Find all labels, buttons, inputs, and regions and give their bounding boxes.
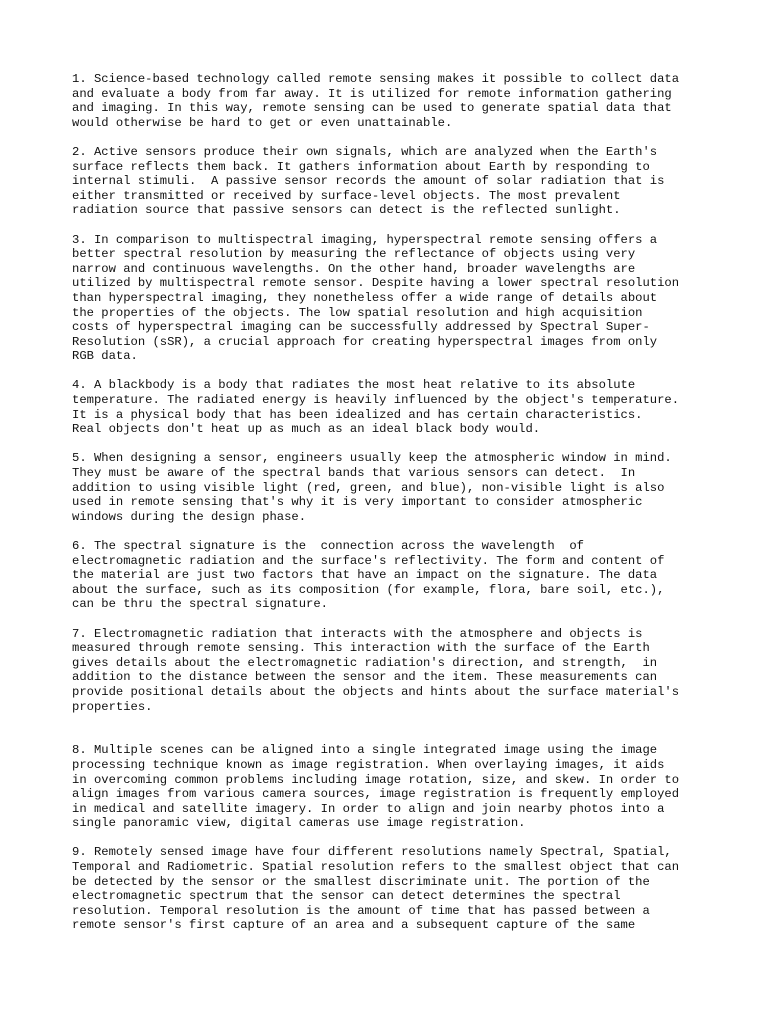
paragraph-7: 7. Electromagnetic radiation that interacts with the atmosphere and objects is measured through remote sensing. This interaction with the surface of the Earth gives details about the electromagnetic radiation's direction, and strength, in addition to the distance between the sensor and the item. These measurements can provide positional details about the objects and hints about the surface material's properties. bbox=[72, 626, 680, 714]
paragraph-9: 9. Remotely sensed image have four different resolutions namely Spectral, Spatial, Temporal and Radiometric. Spatial resolution refers to the smallest object that can be detected by the sensor or the smallest discriminate unit. The portion of the electromagnetic spectrum that the sensor can detect determines the spectral resolution. Temporal resolution is the amount of time that has passed between a remote sensor's first capture of an area and a subsequent capture of the same bbox=[72, 845, 680, 933]
paragraph-6: 6. The spectral signature is the connection across the wavelength of electromagnetic radiation and the surface's reflectivity. The form and content of the material are just two factors that have an impact on the signature. The data about the surface, such as its composition (for example, flora, bare soil, etc.), can be thru the spectral signature. bbox=[72, 539, 665, 612]
paragraph-2: 2. Active sensors produce their own signals, which are analyzed when the Earth's surface reflects them back. It gathers information about Earth by responding to internal stimuli. A passive sensor records the amount of solar radiation that is either transmitted or received by surface-level objects. The most prevalent radiation source that passive sensors can detect is the reflected sunlight. bbox=[72, 144, 665, 218]
paragraph-8: 8. Multiple scenes can be aligned into a single integrated image using the image processing technique known as image registration. When overlaying images, it aids in overcoming common problems including image rotation, size, and skew. In order to align images from various camera sources, image registration is frequently employed in medical and satellite imagery. In order to align and join nearby photos into a single panoramic view, digital cameras use image registration. bbox=[72, 743, 680, 831]
paragraph-4: 4. A blackbody is a body that radiates the most heat relative to its absolute temperature. The radiated energy is heavily influenced by the object's temperature. It is a physical body that has been idealized and has certain characteristics. Real objects don't heat up as much as an ideal black body would. bbox=[72, 378, 680, 437]
blank-line bbox=[72, 729, 712, 744]
paragraph-5: 5. When designing a sensor, engineers usually keep the atmospheric window in mind. They must be aware of the spectral bands that various sensors can detect. In addition to using visible light (red, green, and blue), non-visible light is also used in remote sensing that's why it is very important to consider atmospheric windows during the design phase. bbox=[72, 451, 672, 524]
paragraph-3: 3. In comparison to multispectral imaging, hyperspectral remote sensing offers a better spectral resolution by measuring the reflectance of objects using very narrow and continuous wavelengths. On the other hand, broader wavelengths are utilized by multispectral remote sensor. Despite having a lower spectral resolution than hyperspectral imaging, they nonetheless offer a wide range of details about the properties of the objects. The low spatial resolution and high acquisition costs of hyperspectral imaging can be successfully addressed by Spectral Super- Resolution (sSR), a crucial approach for creating hyperspectral images from only RGB data. bbox=[72, 232, 680, 364]
document-page bbox=[72, 72, 712, 948]
paragraph-1: 1. Science-based technology called remote sensing makes it possible to collect data and evaluate a body from far away. It is utilized for remote information gathering and imaging. In this way, remote sensing can be used to generate spatial data that would otherwise be hard to get or even unattainable. bbox=[72, 72, 680, 130]
